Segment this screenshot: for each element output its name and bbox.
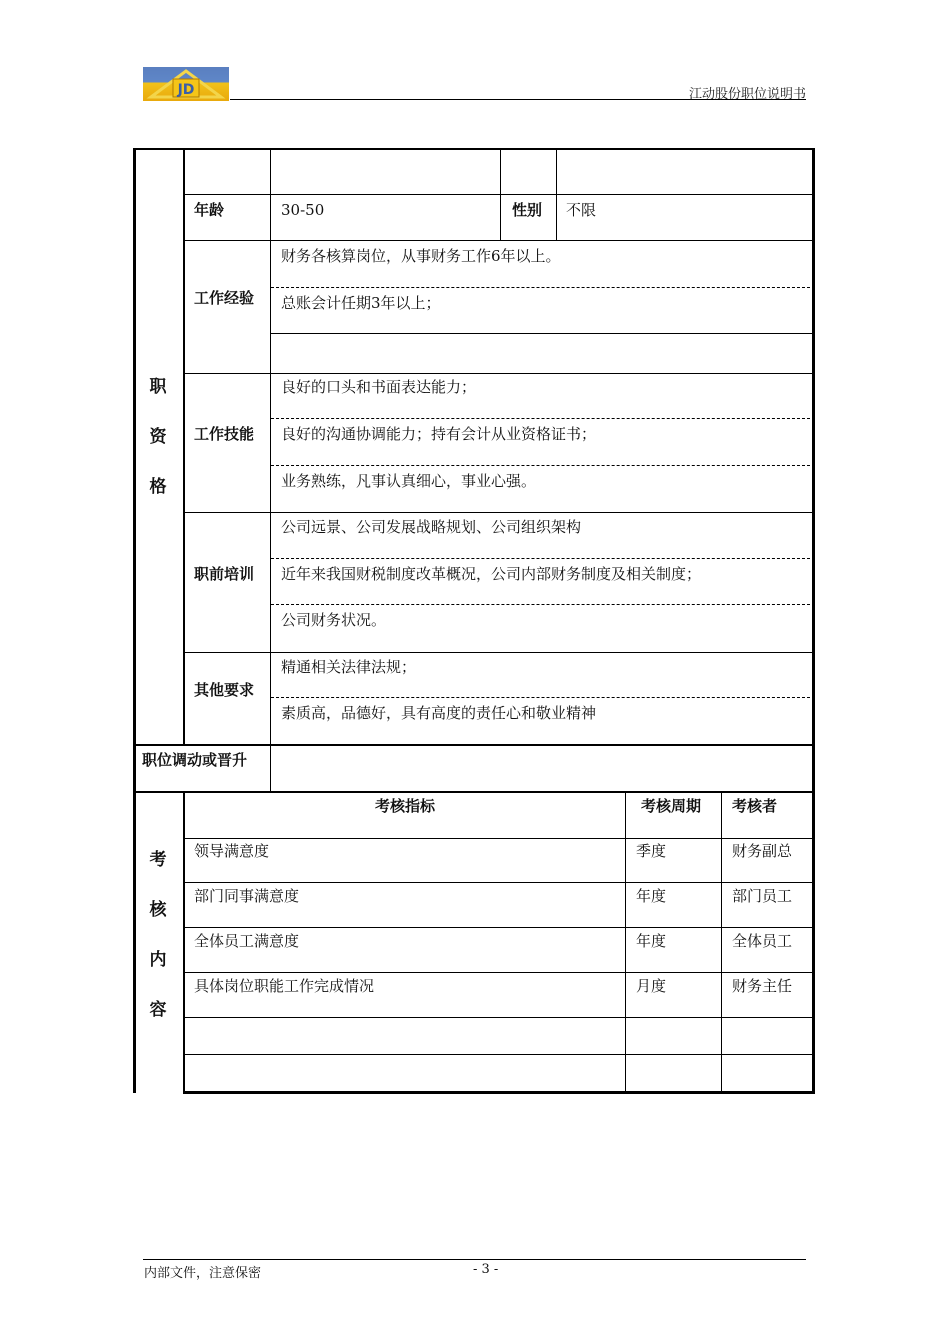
other-requirement-item: 精通相关法律法规； (281, 658, 417, 676)
table-border-right (812, 148, 815, 1093)
assessment-indicator: 具体岗位职能工作完成情况 (194, 977, 375, 995)
row-line (183, 882, 815, 883)
assessment-char: 核 (149, 900, 167, 920)
qualifications-char: 资 (149, 427, 167, 447)
qualifications-char: 格 (149, 477, 167, 497)
assessment-char: 考 (149, 850, 167, 870)
confidential-notice: 内部文件，注意保密 (144, 1266, 262, 1281)
col-line-period (625, 791, 626, 1093)
assessment-char: 内 (149, 950, 167, 970)
training-label: 职前培训 (194, 565, 255, 583)
assessment-period: 月度 (636, 977, 667, 995)
gender-value: 不限 (566, 201, 597, 219)
assessment-indicator: 部门同事满意度 (194, 887, 300, 905)
col-line-assessor (721, 791, 722, 1093)
training-item: 近年来我国财税制度改革概况，公司内部财务制度及相关制度； (281, 565, 702, 583)
assessment-header-indicator: 考核指标 (374, 797, 435, 815)
dashed-divider (271, 465, 815, 466)
col-line-section-bottom (183, 791, 185, 1093)
row-line (183, 512, 815, 513)
assessment-header-assessor: 考核者 (732, 797, 778, 815)
assessment-section-label (133, 845, 183, 1045)
row-line (183, 373, 815, 374)
experience-item: 财务各核算岗位，从事财务工作6年以上。 (281, 247, 561, 265)
promotion-label: 职位调动或晋升 (142, 751, 248, 769)
assessment-period: 季度 (636, 842, 667, 860)
skills-label: 工作技能 (194, 425, 255, 443)
row-line (183, 240, 815, 241)
assessment-assessor: 部门员工 (732, 887, 793, 905)
job-description-table (133, 148, 815, 1093)
skills-item: 良好的沟通协调能力；持有会计从业资格证书； (281, 425, 597, 443)
assessment-char: 容 (149, 1000, 167, 1020)
footer-rule (143, 1259, 806, 1260)
other-requirement-item: 素质高，品德好，具有高度的责任心和敬业精神 (281, 704, 597, 722)
experience-item: 总账会计任期3年以上； (281, 294, 441, 312)
document-title: 江动股份职位说明书 (688, 87, 806, 102)
dashed-divider (271, 418, 815, 419)
assessment-period: 年度 (636, 932, 667, 950)
logo-emblem-icon (143, 67, 229, 101)
row-line (183, 972, 815, 973)
table-border-top (133, 148, 815, 150)
assessment-indicator: 领导满意度 (194, 842, 270, 860)
company-logo (143, 67, 229, 101)
col-line-section-top (183, 148, 185, 744)
assessment-assessor: 财务主任 (732, 977, 793, 995)
age-label: 年龄 (194, 201, 225, 219)
skills-item: 良好的口头和书面表达能力； (281, 378, 477, 396)
dashed-divider (271, 604, 815, 605)
page-number: - 3 - (473, 1262, 499, 1277)
row-line (183, 838, 815, 839)
gender-label: 性别 (512, 201, 543, 219)
other-requirements-label: 其他要求 (194, 681, 255, 699)
row-line (271, 333, 815, 334)
qualifications-section-label (133, 372, 183, 522)
col-line-label (270, 148, 271, 791)
row-line (133, 744, 815, 746)
experience-label: 工作经验 (194, 289, 255, 307)
row-line (133, 791, 815, 793)
row-line (183, 652, 815, 653)
qualifications-char: 职 (149, 377, 167, 397)
dashed-divider (271, 697, 815, 698)
assessment-assessor: 全体员工 (732, 932, 793, 950)
assessment-assessor: 财务副总 (732, 842, 793, 860)
row-line (183, 927, 815, 928)
skills-item: 业务熟练，凡事认真细心，事业心强。 (281, 472, 537, 490)
age-value: 30-50 (281, 201, 325, 219)
dashed-divider (271, 558, 815, 559)
row-line (183, 1054, 815, 1055)
training-item: 公司财务状况。 (281, 611, 387, 629)
row-line (183, 194, 815, 195)
assessment-indicator: 全体员工满意度 (194, 932, 300, 950)
training-item: 公司远景、公司发展战略规划、公司组织架构 (281, 518, 582, 536)
dashed-divider (271, 287, 815, 288)
svg-text:JD: JD (177, 82, 195, 98)
assessment-period: 年度 (636, 887, 667, 905)
row-line (183, 1017, 815, 1018)
assessment-header-period: 考核周期 (641, 797, 702, 815)
